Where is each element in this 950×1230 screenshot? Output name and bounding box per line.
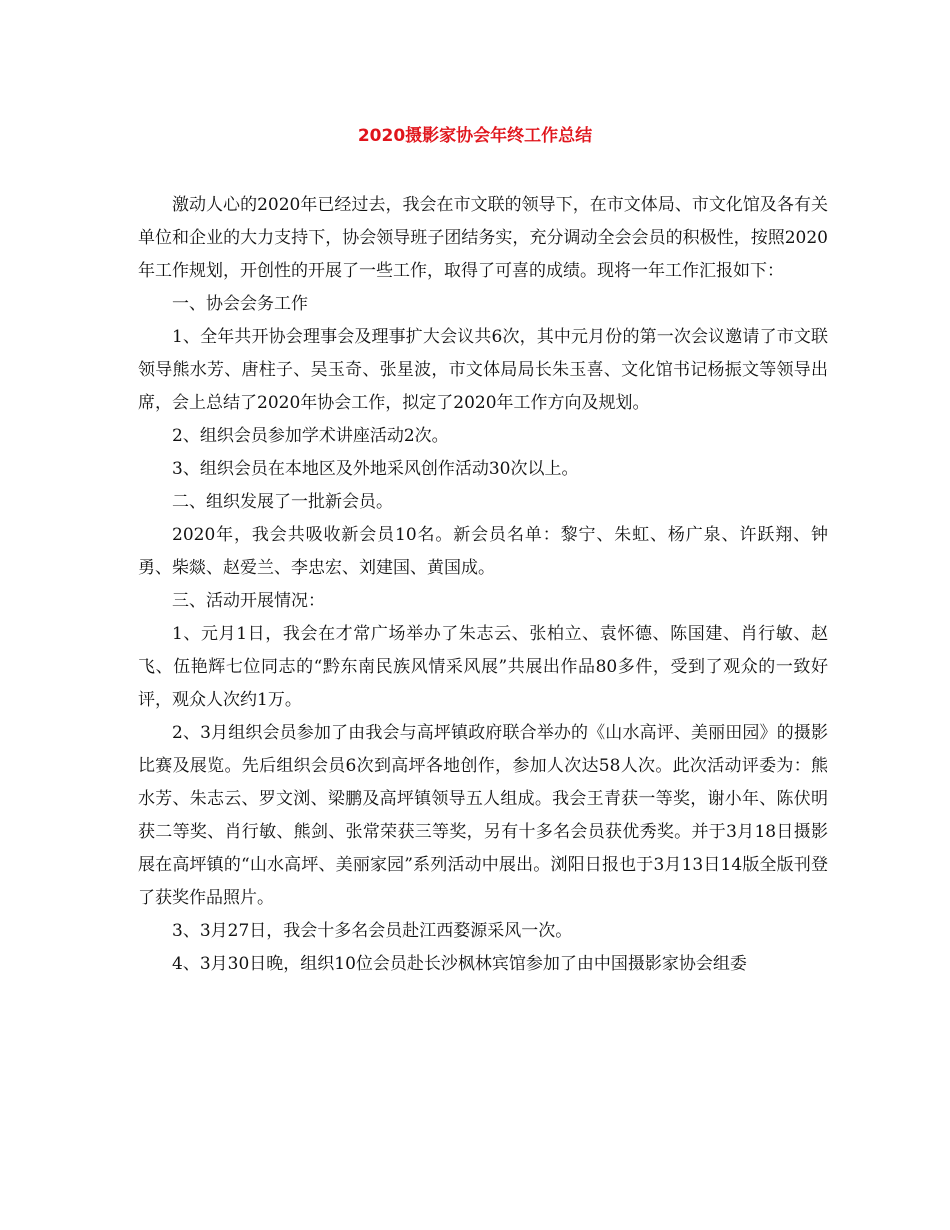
paragraph-item: 3、3月27日，我会十多名会员赴江西婺源采风一次。	[172, 921, 573, 941]
document-title: 2020摄影家协会年终工作总结	[357, 126, 593, 146]
paragraph-item: 1、元月1日，我会在才常广场举办了朱志云、张柏立、袁怀德、陈国建、肖行敏、赵飞、伍艳辉七位同志的“黔东南民族风情采风展”共展出作品80多件，受到了观众的一致好评，观众人次约1万。	[138, 624, 828, 710]
heading-section-1: 一、协会会务工作	[172, 294, 308, 314]
paragraph-item: 4、3月30日晚，组织10位会员赴长沙枫林宾馆参加了由中国摄影家协会组委	[172, 954, 747, 974]
paragraph-item: 3、组织会员在本地区及外地采风创作活动30次以上。	[172, 459, 579, 479]
paragraph-new-members: 2020年，我会共吸收新会员10名。新会员名单：黎宁、朱虹、杨广泉、许跃翔、钟勇、柴燚、赵爱兰、李忠宏、刘建国、黄国成。	[138, 525, 828, 578]
paragraph-item: 2、3月组织会员参加了由我会与高坪镇政府联合举办的《山水高评、美丽田园》的摄影比赛及展览。先后组织会员6次到高坪各地创作，参加人次达58人次。此次活动评委为：熊水芳、朱志云、罗文浏、梁鹏及高坪镇领导五人组成。我会王青获一等奖，谢小年、陈伏明获二等奖、肖行敏、熊剑、张常荣获三等奖，另有十多名会员获优秀奖。并于3月18日摄影展在高坪镇的“山水高坪、美丽家园”系列活动中展出。浏阳日报也于3月13日14版全版刊登了获奖作品照片。	[138, 723, 828, 908]
heading-section-2: 二、组织发展了一批新会员。	[172, 492, 393, 512]
heading-section-3: 三、活动开展情况：	[172, 591, 325, 611]
paragraph-intro: 激动人心的2020年已经过去，我会在市文联的领导下，在市文体局、市文化馆及各有关单位和企业的大力支持下，协会领导班子团结务实，充分调动全会会员的积极性，按照2020年工作规划，开创性的开展了一些工作，取得了可喜的成绩。现将一年工作汇报如下：	[138, 195, 828, 281]
paragraph-item: 2、组织会员参加学术讲座活动2次。	[172, 426, 449, 446]
document-body	[138, 189, 828, 981]
paragraph-item: 1、全年共开协会理事会及理事扩大会议共6次，其中元月份的第一次会议邀请了市文联领导熊水芳、唐柱子、吴玉奇、张星波，市文体局局长朱玉喜、文化馆书记杨振文等领导出席，会上总结了2020年协会工作，拟定了2020年工作方向及规划。	[138, 327, 828, 413]
